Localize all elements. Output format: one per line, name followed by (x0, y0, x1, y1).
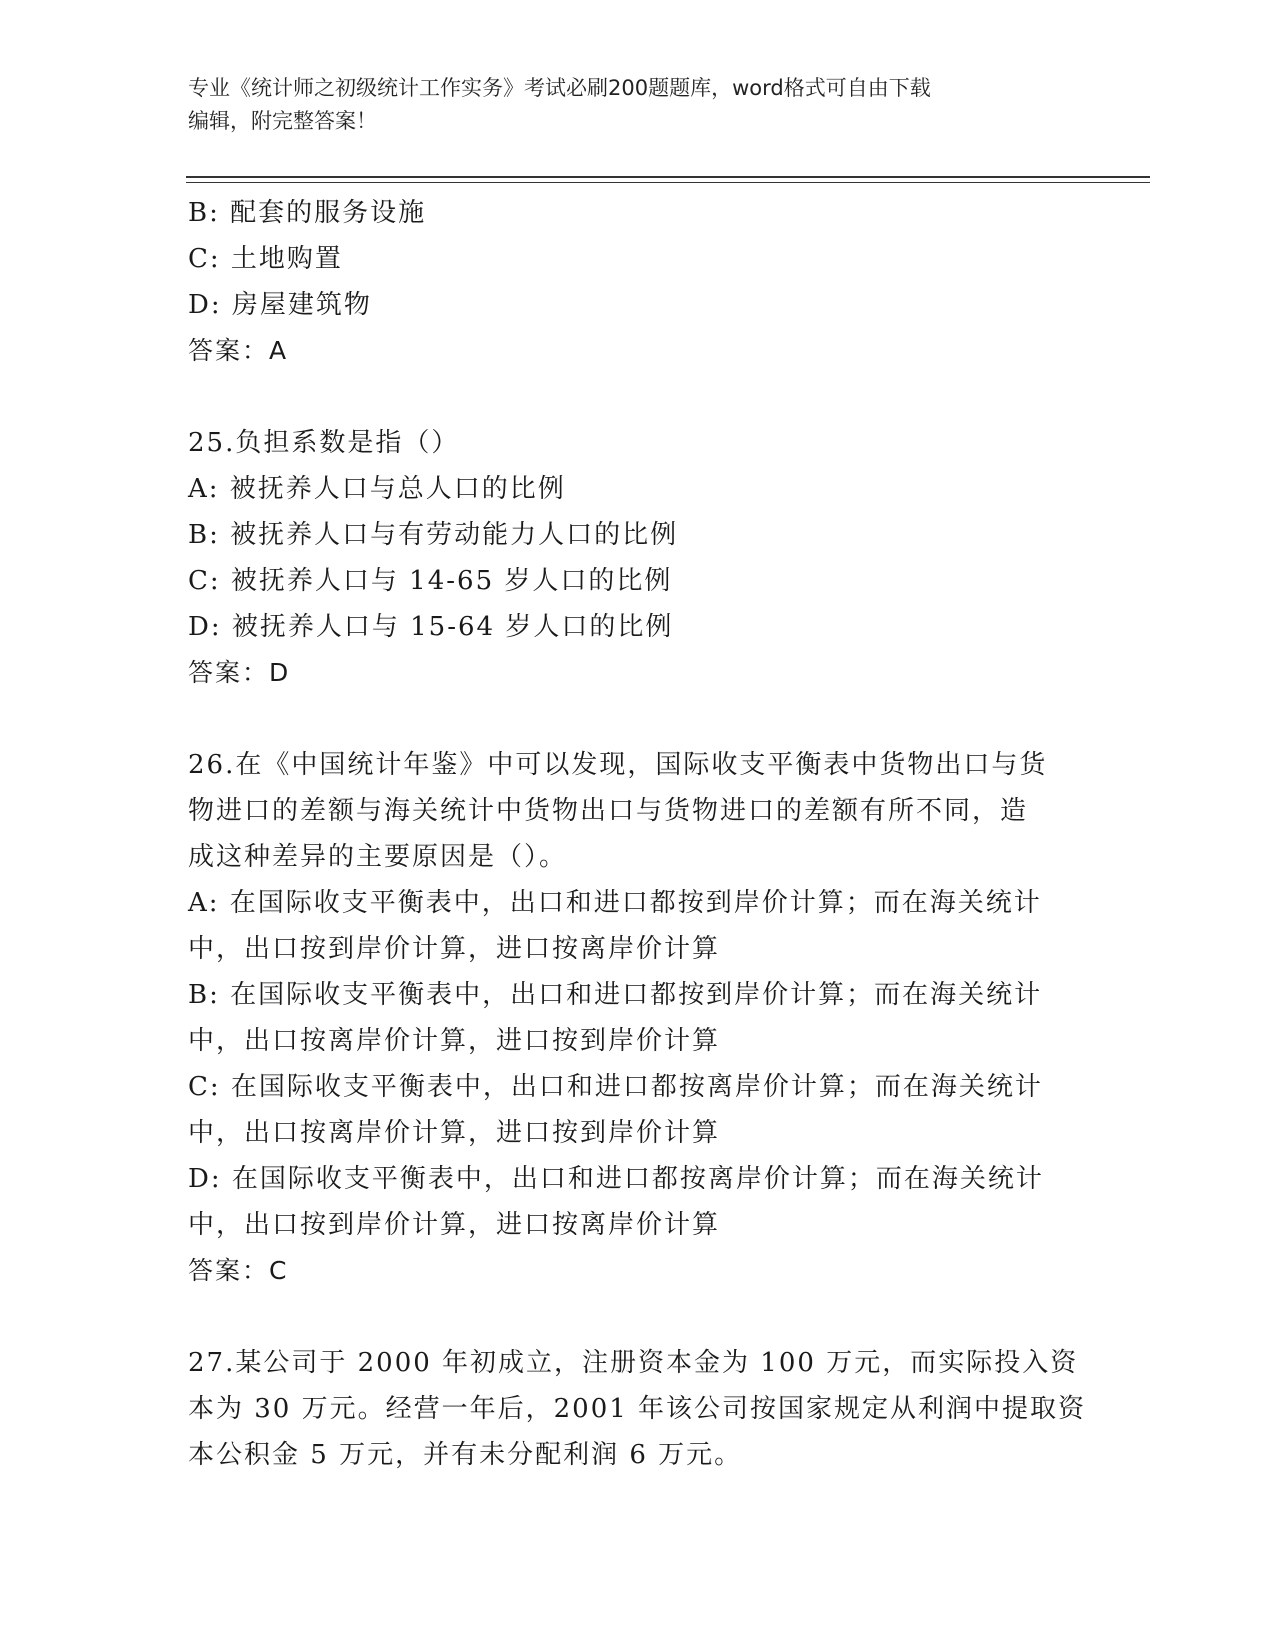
spacer (188, 696, 1088, 742)
question-25 (188, 420, 1088, 696)
option-a: A: 在国际收支平衡表中，出口和进口都按到岸价计算；而在海关统计 (188, 888, 1042, 918)
option-c-continued: 中，出口按离岸价计算，进口按到岸价计算 (188, 1118, 721, 1148)
question-24-continued (188, 190, 1088, 374)
document-body (188, 190, 1088, 1478)
option-b-continued: 中，出口按离岸价计算，进口按到岸价计算 (188, 1026, 721, 1056)
option-d: D: 在国际收支平衡表中，出口和进口都按离岸价计算；而在海关统计 (188, 1164, 1044, 1194)
option-b: B: 配套的服务设施 (188, 198, 427, 228)
spacer (188, 1294, 1088, 1340)
question-stem-line: 本公积金 5 万元，并有未分配利润 6 万元。 (188, 1440, 743, 1470)
answer: 答案：D (188, 658, 291, 687)
option-a: A: 被抚养人口与总人口的比例 (188, 474, 566, 504)
option-d: D: 房屋建筑物 (188, 290, 372, 320)
question-26 (188, 742, 1088, 1294)
option-d: D: 被抚养人口与 15-64 岁人口的比例 (188, 612, 674, 642)
option-d-continued: 中，出口按到岸价计算，进口按离岸价计算 (188, 1210, 721, 1240)
option-b: B: 被抚养人口与有劳动能力人口的比例 (188, 520, 679, 550)
option-b: B: 在国际收支平衡表中，出口和进口都按到岸价计算；而在海关统计 (188, 980, 1043, 1010)
header-divider-thick (186, 176, 1150, 178)
question-stem-line: 物进口的差额与海关统计中货物出口与货物进口的差额有所不同，造 (188, 796, 1029, 826)
question-stem-line: 27.某公司于 2000 年初成立，注册资本金为 100 万元，而实际投入资 (188, 1348, 1079, 1378)
document-header (188, 72, 1088, 138)
question-27 (188, 1340, 1088, 1478)
answer: 答案：C (188, 1256, 289, 1285)
option-c: C: 土地购置 (188, 244, 343, 274)
question-stem-line: 成这种差异的主要原因是（）。 (188, 842, 568, 872)
answer: 答案：A (188, 336, 289, 365)
option-c: C: 在国际收支平衡表中，出口和进口都按离岸价计算；而在海关统计 (188, 1072, 1043, 1102)
header-divider-thin (186, 182, 1150, 183)
option-a-continued: 中，出口按到岸价计算，进口按离岸价计算 (188, 934, 721, 964)
header-line-1: 专业《统计师之初级统计工作实务》考试必刷200题题库，word格式可自由下载 (188, 76, 931, 100)
spacer (188, 374, 1088, 420)
question-stem-line: 本为 30 万元。经营一年后，2001 年该公司按国家规定从利润中提取资 (188, 1394, 1087, 1424)
option-c: C: 被抚养人口与 14-65 岁人口的比例 (188, 566, 673, 596)
header-line-2: 编辑，附完整答案！ (188, 109, 377, 133)
question-stem-line: 26.在《中国统计年鉴》中可以发现，国际收支平衡表中货物出口与货 (188, 750, 1048, 780)
question-stem: 25.负担系数是指（） (188, 428, 460, 458)
